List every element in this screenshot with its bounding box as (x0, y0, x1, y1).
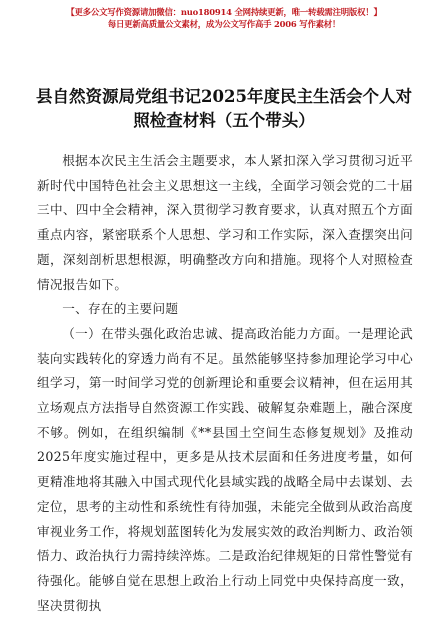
promo-banner (0, 6, 448, 30)
paragraph-1-lead: （一）在带头强化政治忠诚、提高政治能力方面。 (62, 325, 349, 341)
paragraph-1-body: 一是理论武装向实践转化的穿透力尚有不足。虽然能够坚持参加理论学习中心组学习，第一时间学习党的创新理论和重要会议精神，但在运用其立场观点方法指导自然资源工作实践、破解复杂难题上，融合深度不够。例如，在组织编制《**县国土空间生态修复规划》及推动2025年度实施过程中，更多是从技术层面和任务进度考量，如何更精准地将其融入中国式现代化县域实践的战略全局中去谋划、去定位，思考的主动性和系统性有待加强，未能完全做到从政治高度审视业务工作，将规划蓝图转化为发展实效的政治判断力、政治领悟力、政治执行力需持续淬炼。二是政治纪律规矩的日常性警觉有待强化。能够自觉在思想上政治上行动上同党中央保持高度一致，坚决贯彻执 (37, 325, 414, 613)
document-title: 县自然资源局党组书记2025年度民主生活会个人对照检查材料（五个带头） (36, 87, 412, 130)
document-body (37, 149, 413, 618)
banner-line-2: 每日更新高质量公文素材，成为公文写作高手 2006 写作素材！ (107, 19, 341, 29)
paragraph-1 (37, 322, 413, 618)
section-heading: 一、存在的主要问题 (62, 301, 179, 317)
banner-line-1: 【更多公文写作资源请加微信：nuo180914 全网持续更新，唯一转载需注明版权！】 (66, 7, 382, 17)
intro-paragraph: 根据本次民主生活会主题要求，本人紧扣深入学习贯彻习近平新时代中国特色社会主义思想这一主线，全面学习领会党的二十届三中、四中全会精神，深入贯彻学习教育要求，认真对照五个方面重点内容，紧密联系个人思想、学习和工作实际，深入查摆突出问题，深刻剖析思想根源，明确整改方向和措施。现将个人对照检查情况报告如下。 (37, 153, 413, 292)
